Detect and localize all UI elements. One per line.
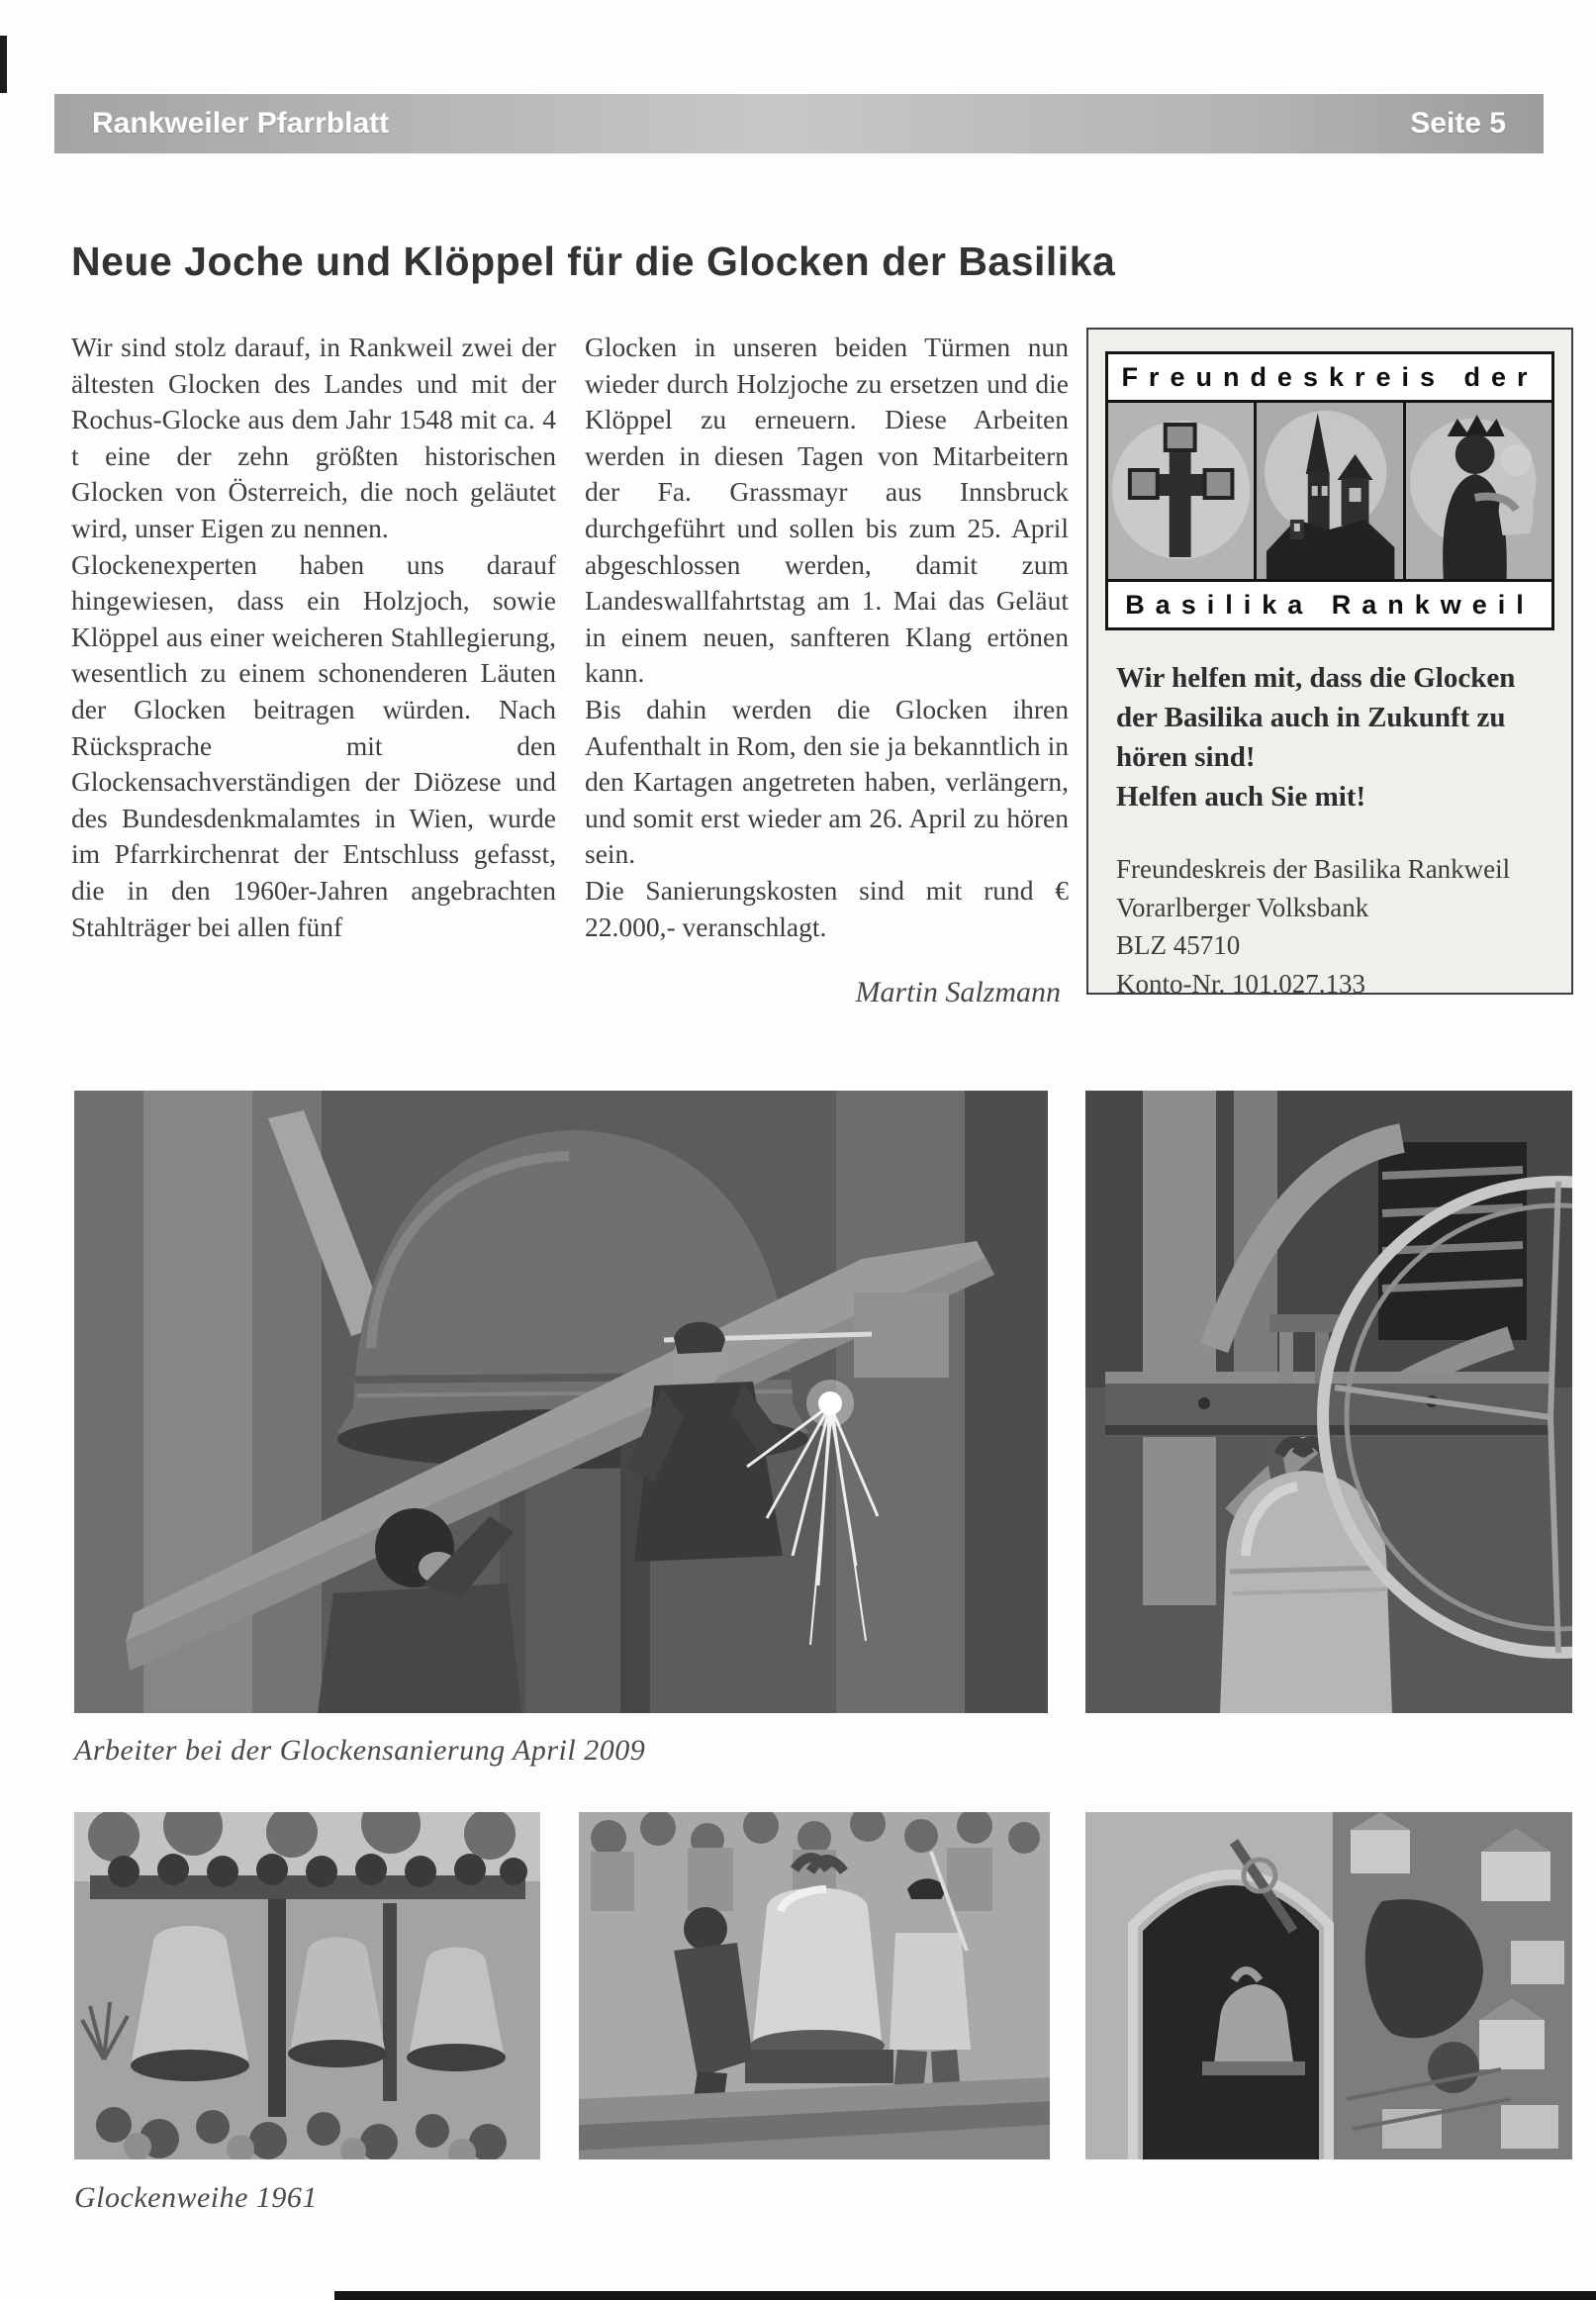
article-headline: Neue Joche und Klöppel für die Glocken der Basilika xyxy=(71,239,1116,285)
page-header-bar xyxy=(54,94,1544,153)
article-paragraph: Wir sind stolz darauf, in Rankweil zwei der ältesten Glocken des Landes und mit der Rochus-Glocke aus dem Jahr 1548 mit ca. 4 t eine der zehn größten historischen Glocken von Österreich, die noch geläutet wird, unser Eigen zu nennen. xyxy=(71,332,556,543)
photo-bell-tower-view xyxy=(1085,1812,1572,2159)
bank-detail-line: Konto-Nr. 101.027.133 xyxy=(1116,968,1365,999)
photo-bell-consecration-center xyxy=(579,1812,1050,2159)
bank-detail-line: Freundeskreis der Basilika Rankweil xyxy=(1116,854,1511,884)
bank-detail-line: BLZ 45710 xyxy=(1116,930,1241,960)
page-number-label: Seite 5 xyxy=(1410,107,1506,140)
article-paragraph: Glocken in unseren beiden Türmen nun wieder durch Holzjoche zu ersetzen und die Klöppel zu erneuern. Diese Arbeiten werden in diesen Tagen von Mitarbeitern der Fa. Grassmayr aus Innsbruck durchgeführt und sollen bis zum 25. April abgeschlossen werden, damit zum Landeswallfahrtstag am 1. Mai das Geläut in einem neuen, sanfteren Klang ertönen kann. xyxy=(585,332,1069,689)
scan-edge-artifact xyxy=(0,36,7,93)
caption-bell-restoration: Arbeiter bei der Glockensanierung April 2009 xyxy=(74,1734,646,1767)
scan-bottom-artifact xyxy=(334,2291,1596,2300)
author-signature: Martin Salzmann xyxy=(855,976,1061,1009)
article-paragraph: Bis dahin werden die Glocken ihren Aufenthalt in Rom, den sie ja bekanntlich in den Kartagen angetreten haben, verlängern, und somit erst wieder am 26. April zu hören sein. xyxy=(585,693,1069,870)
cross-icon xyxy=(1108,403,1254,579)
publication-title: Rankweiler Pfarrblatt xyxy=(92,107,390,140)
article-column-1 xyxy=(71,330,556,945)
donation-appeal-text xyxy=(1116,658,1544,816)
logo-text-bottom: Basilika Rankweil xyxy=(1125,589,1535,620)
logo-image-strip xyxy=(1108,400,1551,582)
freundeskreis-logo xyxy=(1105,351,1554,630)
bank-details xyxy=(1116,850,1544,1003)
madonna-icon xyxy=(1403,403,1551,579)
caption-bell-consecration: Glockenweihe 1961 xyxy=(74,2181,318,2214)
photo-bell-restoration xyxy=(74,1091,1048,1713)
logo-text-top: Freundeskreis der xyxy=(1121,361,1539,392)
article-column-2 xyxy=(585,330,1069,1011)
church-icon xyxy=(1254,403,1402,579)
article-paragraph: Glockenexperten haben uns darauf hingewiesen, dass ein Holzjoch, sowie Klöppel aus einer weicheren Stahllegierung, wesentlich zu einem schonenderen Läuten der Glocken beitragen würden. Nach Rücksprache mit den Glockensachverständigen der Diözese und des Bundesdenkmalamtes in Wien, wurde im Pfarrkirchenrat der Entschluss gefasst, die in den 1960er-Jahren angebrachten Stahlträger bei allen fünf xyxy=(71,548,556,942)
donation-appeal-box xyxy=(1086,328,1573,999)
bank-detail-line: Vorarlberger Volksbank xyxy=(1116,892,1369,922)
article-paragraph: Die Sanierungskosten sind mit rund € 22.000,- veranschlagt. xyxy=(585,874,1069,942)
appeal-line: Wir helfen mit, dass die Glocken der Basilika auch in Zukunft zu hören sind! xyxy=(1116,662,1516,773)
photo-bell-consecration-left xyxy=(74,1812,540,2159)
appeal-line: Helfen auch Sie mit! xyxy=(1116,781,1366,813)
photo-bell-and-wheel xyxy=(1085,1091,1572,1713)
